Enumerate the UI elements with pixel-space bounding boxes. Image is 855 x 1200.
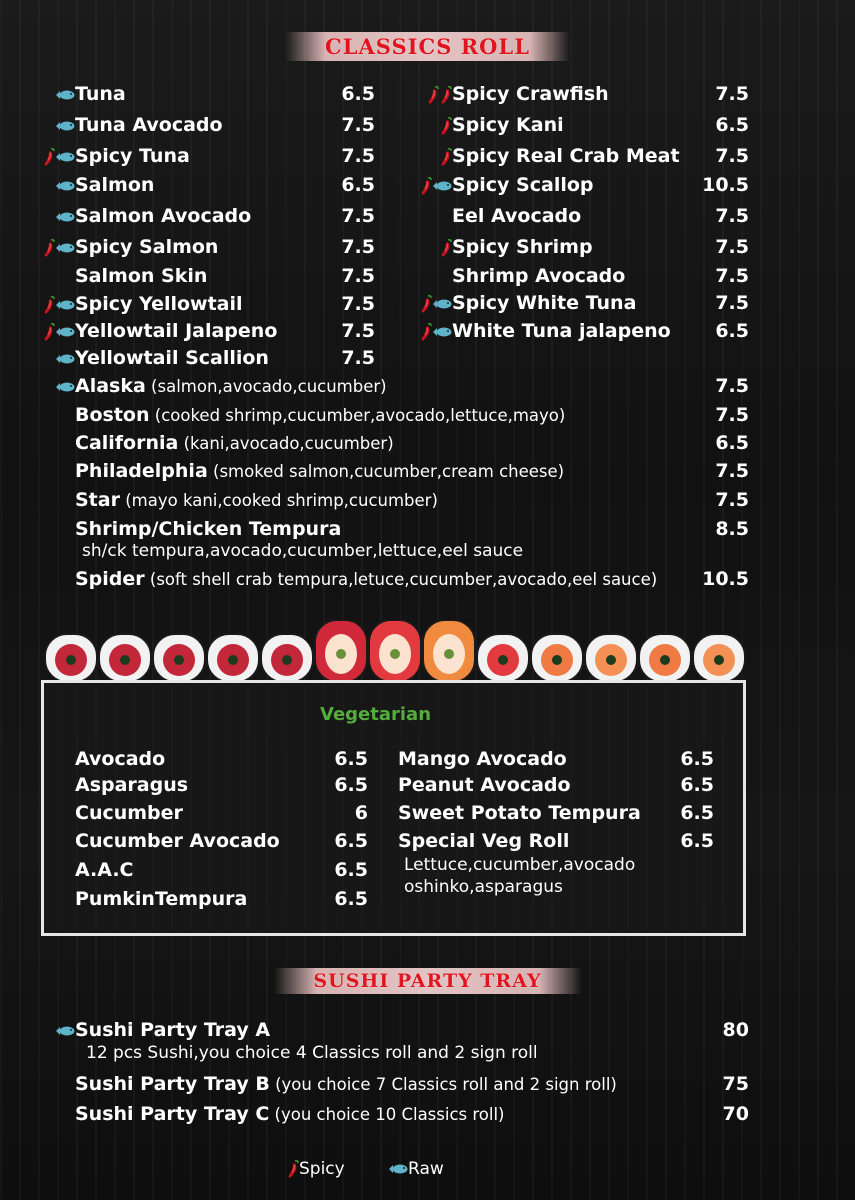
item-name: Spicy Kani bbox=[452, 114, 564, 136]
fish-icon bbox=[432, 326, 452, 338]
item-price: 7.5 bbox=[715, 292, 749, 314]
fish-icon bbox=[432, 298, 452, 310]
fish-icon bbox=[55, 211, 75, 223]
item-description: (salmon,avocado,cucumber) bbox=[145, 377, 387, 396]
item-name: California bbox=[75, 432, 179, 454]
item-icons bbox=[55, 114, 75, 136]
item-price: 7.5 bbox=[341, 347, 375, 369]
item-name: Peanut Avocado bbox=[398, 774, 571, 796]
item-icons bbox=[55, 1019, 75, 1041]
menu-item bbox=[75, 375, 387, 398]
menu-item bbox=[75, 347, 269, 369]
item-icons bbox=[439, 236, 452, 258]
item-price: 7.5 bbox=[715, 265, 749, 287]
vegetarian-title: Vegetarian bbox=[320, 704, 432, 725]
menu-item bbox=[75, 114, 223, 136]
sushi-roll-core bbox=[714, 655, 724, 665]
item-price: 6.5 bbox=[334, 888, 368, 910]
item-name: Asparagus bbox=[75, 774, 189, 796]
sushi-roll-core bbox=[498, 655, 508, 665]
item-name: Spicy Crawfish bbox=[452, 83, 609, 105]
item-price: 7.5 bbox=[341, 145, 375, 167]
item-price: 7.5 bbox=[715, 489, 749, 511]
pepper-icon bbox=[439, 116, 452, 136]
item-name: Spicy Tuna bbox=[75, 145, 190, 167]
menu-item bbox=[75, 174, 154, 196]
item-price: 7.5 bbox=[715, 404, 749, 426]
item-icons bbox=[55, 174, 75, 196]
item-description: (smoked salmon,cucumber,cream cheese) bbox=[207, 462, 565, 481]
item-price: 7.5 bbox=[715, 375, 749, 397]
item-icons bbox=[419, 174, 452, 196]
item-name: Cucumber bbox=[75, 802, 183, 824]
menu-item bbox=[75, 460, 564, 483]
sushi-roll-core bbox=[120, 655, 130, 665]
menu-item bbox=[75, 518, 341, 540]
item-name: Philadelphia bbox=[75, 460, 208, 482]
legend-spicy-label: Spicy bbox=[299, 1159, 345, 1179]
menu-item bbox=[75, 145, 190, 167]
item-name: Salmon bbox=[75, 174, 155, 196]
item-icons bbox=[439, 114, 452, 136]
sushi-roll-core bbox=[444, 649, 454, 659]
pepper-icon bbox=[42, 147, 55, 167]
item-icons bbox=[42, 236, 75, 258]
item-icons bbox=[42, 293, 75, 315]
item-price: 6.5 bbox=[715, 320, 749, 342]
item-description: (kani,avocado,cucumber) bbox=[178, 434, 394, 453]
item-subtext: Lettuce,cucumber,avocado bbox=[404, 855, 636, 875]
item-price: 7.5 bbox=[715, 83, 749, 105]
item-name: Eel Avocado bbox=[452, 205, 582, 227]
item-description: (soft shell crab tempura,letuce,cucumber,avocado,eel sauce) bbox=[144, 570, 658, 589]
item-icons bbox=[55, 375, 75, 397]
sushi-roll-core bbox=[552, 655, 562, 665]
item-price: 7.5 bbox=[341, 114, 375, 136]
fish-icon bbox=[388, 1163, 408, 1175]
item-icons bbox=[419, 320, 452, 342]
menu-item bbox=[75, 236, 218, 258]
menu-item bbox=[452, 236, 593, 258]
sushi-roll-core bbox=[390, 649, 400, 659]
item-name: Spicy Scallop bbox=[452, 174, 594, 196]
fish-icon bbox=[55, 120, 75, 132]
sushi-roll-core bbox=[336, 649, 346, 659]
fish-icon bbox=[55, 89, 75, 101]
item-name: Sushi Party Tray C bbox=[75, 1103, 270, 1125]
item-name: Spider bbox=[75, 568, 145, 590]
pepper-icon bbox=[439, 85, 452, 105]
item-name: White Tuna jalapeno bbox=[452, 320, 671, 342]
item-price: 75 bbox=[722, 1073, 749, 1095]
pepper-icon bbox=[42, 238, 55, 258]
menu-item bbox=[75, 859, 134, 881]
menu-item bbox=[452, 320, 671, 342]
item-price: 6 bbox=[354, 802, 368, 824]
menu-item bbox=[452, 265, 625, 287]
item-subtext: 12 pcs Sushi,you choice 4 Classics roll and 2 sign roll bbox=[86, 1043, 538, 1063]
item-price: 7.5 bbox=[341, 205, 375, 227]
item-price: 6.5 bbox=[334, 859, 368, 881]
item-price: 6.5 bbox=[341, 174, 375, 196]
pepper-icon bbox=[419, 322, 432, 342]
item-subtext: oshinko,asparagus bbox=[404, 877, 563, 897]
menu-item bbox=[398, 802, 641, 824]
item-price: 6.5 bbox=[680, 802, 714, 824]
item-name: Spicy Real Crab Meat bbox=[452, 145, 680, 167]
item-name: Salmon Avocado bbox=[75, 205, 252, 227]
item-name: PumkinTempura bbox=[75, 888, 248, 910]
menu-item bbox=[452, 292, 636, 314]
item-name: Salmon Skin bbox=[75, 265, 208, 287]
item-price: 7.5 bbox=[715, 145, 749, 167]
sushi-roll-core bbox=[228, 655, 238, 665]
fish-icon bbox=[55, 326, 75, 338]
item-price: 7.5 bbox=[715, 460, 749, 482]
item-price: 7.5 bbox=[715, 205, 749, 227]
menu-item bbox=[75, 830, 280, 852]
menu-item bbox=[75, 1073, 617, 1096]
item-price: 80 bbox=[722, 1019, 749, 1041]
item-name: Special Veg Roll bbox=[398, 830, 570, 852]
fish-icon bbox=[55, 151, 75, 163]
item-name: Mango Avocado bbox=[398, 748, 567, 770]
item-icons bbox=[419, 292, 452, 314]
pepper-icon bbox=[42, 322, 55, 342]
legend-raw bbox=[388, 1159, 444, 1179]
item-price: 7.5 bbox=[341, 265, 375, 287]
item-price: 7.5 bbox=[341, 320, 375, 342]
menu-item bbox=[398, 830, 569, 852]
menu-item bbox=[398, 748, 567, 770]
item-icons bbox=[55, 347, 75, 369]
item-price: 6.5 bbox=[341, 83, 375, 105]
item-name: Yellowtail Scallion bbox=[75, 347, 269, 369]
fish-icon bbox=[55, 180, 75, 192]
item-description: (you choice 10 Classics roll) bbox=[269, 1105, 505, 1124]
fish-icon bbox=[55, 1025, 75, 1037]
menu-item bbox=[452, 145, 680, 167]
pepper-icon bbox=[286, 1159, 299, 1179]
fish-icon bbox=[55, 299, 75, 311]
item-name: Sushi Party Tray A bbox=[75, 1019, 271, 1041]
pepper-icon bbox=[439, 147, 452, 167]
item-description: (you choice 7 Classics roll and 2 sign roll) bbox=[269, 1075, 617, 1094]
item-name: Spicy Salmon bbox=[75, 236, 219, 258]
item-name: Boston bbox=[75, 404, 150, 426]
item-name: Sushi Party Tray B bbox=[75, 1073, 270, 1095]
item-name: A.A.C bbox=[75, 859, 134, 881]
item-price: 7.5 bbox=[715, 236, 749, 258]
item-description: (mayo kani,cooked shrimp,cucumber) bbox=[119, 491, 438, 510]
menu-item bbox=[452, 174, 594, 196]
menu-item bbox=[75, 1019, 270, 1041]
legend-spicy bbox=[286, 1159, 345, 1179]
menu-item bbox=[452, 205, 581, 227]
sushi-roll-core bbox=[660, 655, 670, 665]
menu-item bbox=[75, 748, 165, 770]
item-name: Spicy White Tuna bbox=[452, 292, 637, 314]
item-price: 6.5 bbox=[680, 748, 714, 770]
item-price: 7.5 bbox=[341, 236, 375, 258]
item-name: Spicy Yellowtail bbox=[75, 293, 243, 315]
fish-icon bbox=[432, 180, 452, 192]
item-icons bbox=[42, 320, 75, 342]
item-price: 6.5 bbox=[715, 432, 749, 454]
menu-item bbox=[398, 774, 571, 796]
item-icons bbox=[42, 145, 75, 167]
item-name: Tuna bbox=[75, 83, 126, 105]
item-price: 10.5 bbox=[702, 568, 749, 590]
item-name: Shrimp Avocado bbox=[452, 265, 626, 287]
sushi-rolls-divider bbox=[42, 620, 754, 682]
item-subtext: sh/ck tempura,avocado,cucumber,lettuce,eel sauce bbox=[82, 541, 524, 561]
item-price: 6.5 bbox=[334, 748, 368, 770]
menu-item bbox=[452, 83, 609, 105]
item-description: (cooked shrimp,cucumber,avocado,lettuce,mayo) bbox=[149, 406, 566, 425]
item-price: 10.5 bbox=[702, 174, 749, 196]
item-name: Tuna Avocado bbox=[75, 114, 223, 136]
item-price: 7.5 bbox=[341, 293, 375, 315]
item-price: 6.5 bbox=[334, 774, 368, 796]
item-price: 70 bbox=[722, 1103, 749, 1125]
fish-icon bbox=[55, 381, 75, 393]
menu-item bbox=[75, 83, 126, 105]
pepper-icon bbox=[426, 85, 439, 105]
menu-item bbox=[75, 404, 565, 427]
pepper-icon bbox=[439, 238, 452, 258]
menu-item bbox=[75, 205, 251, 227]
menu-item bbox=[75, 320, 277, 342]
item-price: 6.5 bbox=[680, 830, 714, 852]
sushi-roll-core bbox=[282, 655, 292, 665]
item-icons bbox=[426, 83, 452, 105]
sushi-roll-core bbox=[66, 655, 76, 665]
menu-item bbox=[75, 1103, 505, 1126]
pepper-icon bbox=[419, 176, 432, 196]
menu-item bbox=[75, 568, 657, 591]
menu-item bbox=[452, 114, 564, 136]
item-price: 6.5 bbox=[715, 114, 749, 136]
legend-raw-label: Raw bbox=[408, 1159, 444, 1179]
item-name: Yellowtail Jalapeno bbox=[75, 320, 278, 342]
item-name: Sweet Potato Tempura bbox=[398, 802, 641, 824]
pepper-icon bbox=[419, 294, 432, 314]
menu-item bbox=[75, 888, 247, 910]
item-price: 6.5 bbox=[334, 830, 368, 852]
menu-item bbox=[75, 265, 207, 287]
item-name: Alaska bbox=[75, 375, 146, 397]
item-price: 8.5 bbox=[715, 518, 749, 540]
menu-item bbox=[75, 489, 438, 512]
fish-icon bbox=[55, 242, 75, 254]
party-tray-banner: SUSHI PARTY TRAY bbox=[273, 968, 581, 994]
item-name: Spicy Shrimp bbox=[452, 236, 593, 258]
menu-item bbox=[75, 774, 188, 796]
item-icons bbox=[439, 145, 452, 167]
menu-item bbox=[75, 293, 243, 315]
pepper-icon bbox=[42, 295, 55, 315]
fish-icon bbox=[55, 353, 75, 365]
item-icons bbox=[55, 205, 75, 227]
item-name: Shrimp/Chicken Tempura bbox=[75, 518, 342, 540]
menu-item bbox=[75, 802, 183, 824]
item-name: Star bbox=[75, 489, 120, 511]
sushi-roll-core bbox=[174, 655, 184, 665]
item-name: Avocado bbox=[75, 748, 166, 770]
classics-roll-banner: CLASSICS ROLL bbox=[285, 32, 570, 61]
item-price: 6.5 bbox=[680, 774, 714, 796]
sushi-roll-core bbox=[606, 655, 616, 665]
item-name: Cucumber Avocado bbox=[75, 830, 280, 852]
item-icons bbox=[55, 83, 75, 105]
menu-item bbox=[75, 432, 394, 455]
